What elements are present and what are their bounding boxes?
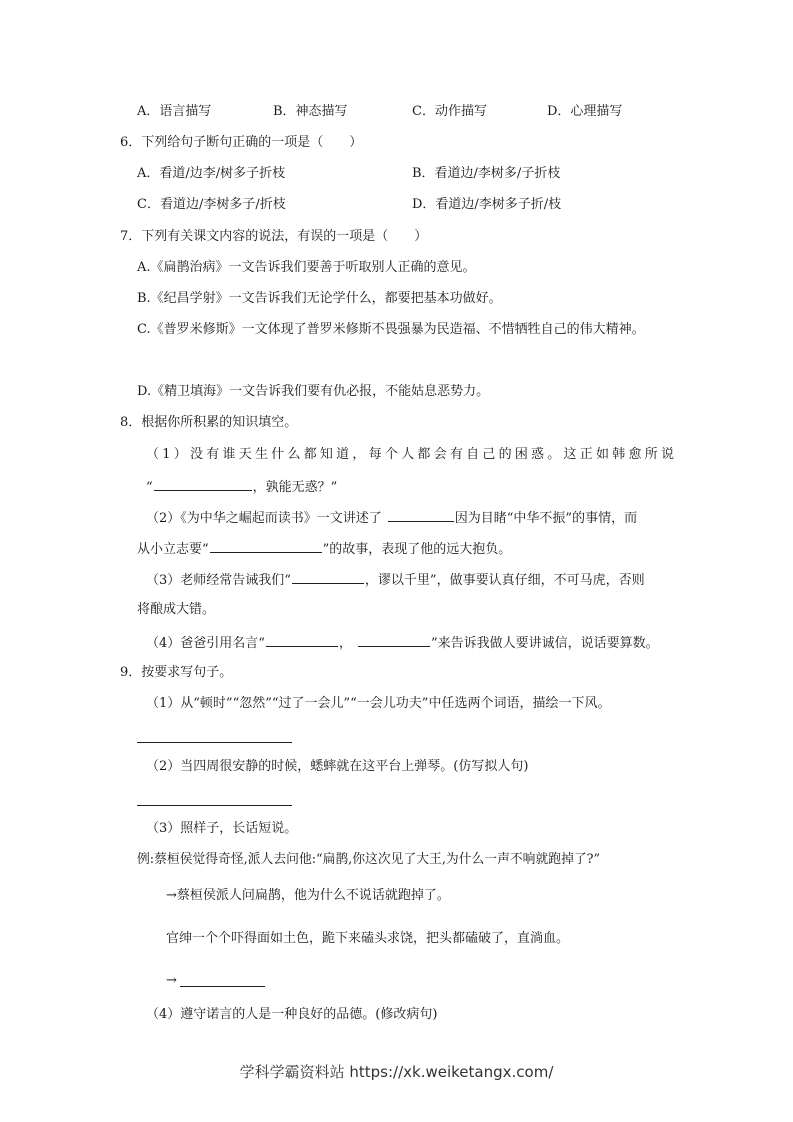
q8-part4-blank2[interactable] [358, 633, 430, 647]
q8-part4-tail: ”来告诉我做人要讲诚信，说话要算数。 [430, 636, 659, 651]
q8-part2-line2-tail: ”的故事，表现了他的远大抱负。 [322, 542, 512, 557]
q5-option-d: D．心理描写 [547, 104, 623, 119]
question-9-stem: 9．按要求写句子。 [120, 665, 233, 680]
q8-part1-line2 [146, 477, 337, 497]
q9-part3-answer-line[interactable] [180, 986, 265, 987]
q8-part4-line [146, 633, 659, 653]
q8-part3-line2: 将酿成大错。 [137, 602, 216, 617]
q8-part3-blank[interactable] [292, 570, 364, 584]
q9-part3-arrow: → [166, 973, 177, 988]
q8-part2-blank2[interactable] [210, 539, 322, 553]
q8-part3-line1 [146, 570, 645, 590]
footer-watermark: 学科学霸资料站 https://xk.weiketangx.com/ [239, 1063, 554, 1081]
q8-part2-line1 [146, 508, 637, 528]
q6-option-b: B．看道边/李树多/子折枝 [412, 166, 561, 181]
q6-option-a: A．看道/边李/树多子折枝 [137, 166, 286, 181]
q8-part4-blank1[interactable] [266, 633, 338, 647]
q8-part4-mid: ， [338, 636, 352, 651]
q8-part3-tail: ，谬以千里”，做事要认真仔细，不可马虎，否则 [364, 573, 645, 588]
q9-part3: （3）照样子，长话短说。 [146, 821, 298, 836]
q8-part2-line2 [137, 539, 511, 559]
q6-option-c: C．看道边/李树多子/折枝 [137, 197, 286, 212]
question-8-stem: 8．根据你所积累的知识填空。 [120, 415, 298, 430]
q8-part1-line1: （1）没有谁天生什么都知道，每个人都会有自己的困惑。这正如韩愈所说 [146, 447, 674, 462]
q8-part1-tail: ，孰能无惑？” [252, 480, 338, 495]
q7-option-b: B.《纪昌学射》一文告诉我们无论学什么，都要把基本功做好。 [137, 291, 502, 306]
q9-part1: （1）从“顿时”“忽然”“过了一会儿”“一会儿功夫”中任选两个词语，描绘一下风。 [146, 696, 611, 711]
q6-option-d: D．看道边/李树多子折/枝 [412, 197, 562, 212]
q8-part3-head: （3）老师经常告诫我们“ [146, 573, 291, 588]
q5-option-c: C．动作描写 [412, 104, 487, 119]
q9-part1-answer-line[interactable] [137, 742, 292, 743]
q9-part2-answer-line[interactable] [137, 805, 292, 806]
question-6-stem: 6．下列给句子断句正确的一项是（ ） [120, 135, 363, 150]
q9-part3-example-answer: →蔡桓侯派人问扁鹊，他为什么不说话就跑掉了。 [166, 888, 450, 903]
q8-part2-line2-head: 从小立志要“ [137, 542, 209, 557]
q8-part1-open-quote: “ [146, 480, 153, 495]
q8-part4-head: （4）爸爸引用名言“ [146, 636, 265, 651]
question-7-stem: 7．下列有关课文内容的说法，有误的一项是（ ） [120, 229, 428, 244]
q9-part2: （2）当四周很安静的时候，蟋蟀就在这平台上弹琴。(仿写拟人句) [146, 759, 529, 774]
q5-option-a: A．语言描写 [137, 104, 212, 119]
q8-part2-head: （2）《为中华之崛起而读书》一文讲述了 [146, 511, 382, 526]
q8-part2-tail: 因为目睹“中华不振”的事情，而 [454, 511, 638, 526]
q7-option-a: A.《扁鹊治病》一文告诉我们要善于听取别人正确的意见。 [137, 260, 476, 275]
q5-option-b: B．神态描写 [273, 104, 348, 119]
q9-part3-task-sentence: 官绅一个个吓得面如土色，跪下来磕头求饶，把头都磕破了，直淌血。 [166, 931, 570, 946]
q7-option-d: D.《精卫填海》一文告诉我们要有仇必报，不能姑息恶势力。 [137, 384, 490, 399]
q7-option-c: C.《普罗米修斯》一文体现了普罗米修斯不畏强暴为民造福、不惜牺牲自己的伟大精神。 [137, 322, 645, 337]
q8-part1-blank[interactable] [154, 477, 252, 491]
q8-part2-blank1[interactable] [388, 508, 454, 522]
q9-part4: （4）遵守诺言的人是一种良好的品德。(修改病句) [146, 1007, 438, 1022]
q9-part3-example: 例:蔡桓侯觉得奇怪,派人去问他:“扁鹊,你这次见了大王,为什么一声不响就跑掉了?” [137, 852, 601, 867]
